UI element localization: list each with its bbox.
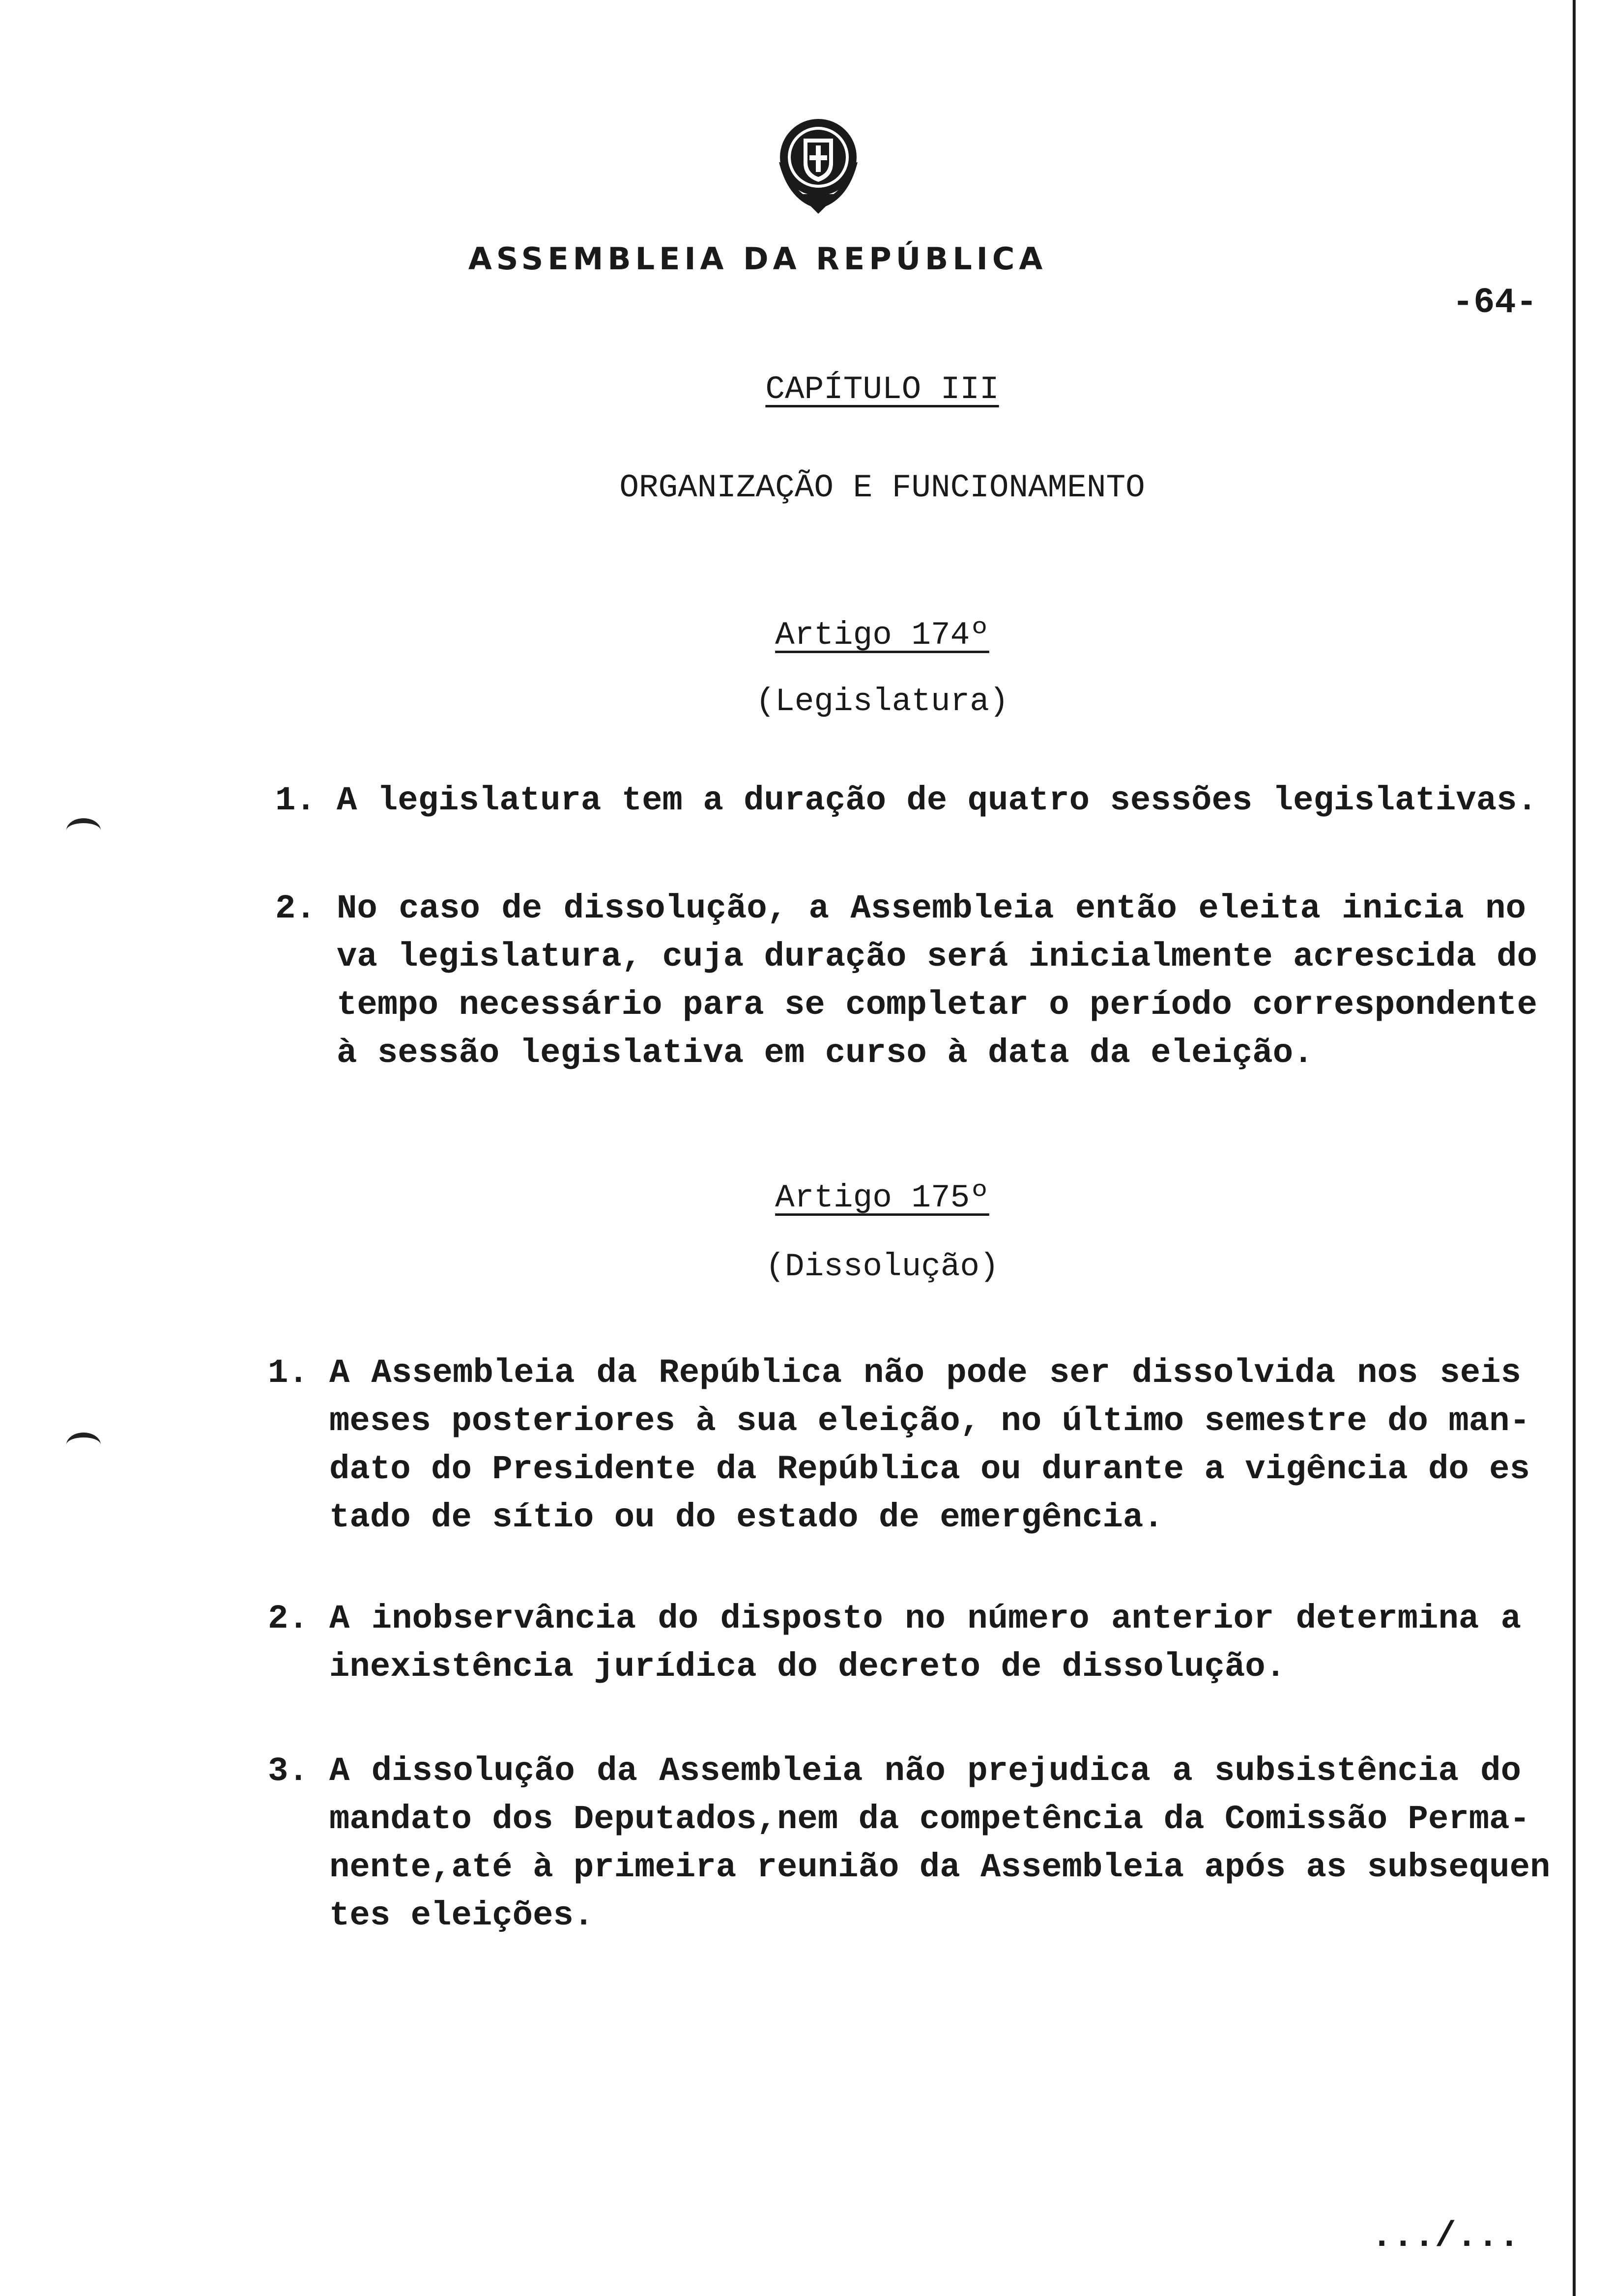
item-line: à sessão legislativa em curso à data da eleição. <box>337 1034 1314 1072</box>
article-title <box>563 617 1202 654</box>
article-caption: (Legislatura) <box>755 683 1009 720</box>
list-item <box>275 885 1537 1077</box>
item-number: 2. <box>268 1600 309 1638</box>
item-line: A dissolução da Assembleia não prejudica a subsistência do <box>329 1752 1521 1790</box>
article-caption: (Dissolução) <box>765 1248 999 1285</box>
item-line: dato do Presidente da República ou durante a vigência do es <box>329 1450 1530 1489</box>
item-line: tes eleições. <box>329 1896 594 1935</box>
page-number: -64- <box>1452 283 1537 323</box>
item-line: va legislatura, cuja duração será inicialmente acrescida do <box>337 938 1537 976</box>
chapter-title <box>563 371 1202 408</box>
item-number: 3. <box>268 1752 309 1790</box>
item-line: A inobservância do disposto no número anterior determina a <box>329 1600 1521 1638</box>
list-item <box>268 1595 1521 1691</box>
coat-of-arms-icon <box>769 108 867 216</box>
item-number: 1. <box>268 1354 309 1392</box>
item-number: 2. <box>275 890 316 928</box>
article-title-text: Artigo 174º <box>775 617 989 654</box>
list-item <box>275 776 1537 825</box>
chapter-subtitle: ORGANIZAÇÃO E FUNCIONAMENTO <box>619 469 1145 506</box>
scan-edge-line <box>1573 0 1576 2296</box>
chapter-title-text: CAPÍTULO III <box>765 371 999 408</box>
scan-mark <box>66 1433 101 1457</box>
scan-mark <box>66 818 101 843</box>
item-line: No caso de dissolução, a Assembleia então eleita inicia no <box>337 890 1526 928</box>
article-title-text: Artigo 175º <box>775 1179 989 1216</box>
item-line: A Assembleia da República não pode ser dissolvida nos seis <box>329 1354 1521 1392</box>
item-line: tempo necessário para se completar o período correspondente <box>337 986 1537 1024</box>
item-line: inexistência jurídica do decreto de dissolução. <box>329 1648 1286 1686</box>
item-line: A legislatura tem a duração de quatro sessões legislativas. <box>337 781 1537 820</box>
institution-name: ASSEMBLEIA DA REPÚBLICA <box>468 241 1047 277</box>
list-item <box>268 1747 1551 1940</box>
list-item <box>268 1349 1530 1542</box>
item-line: tado de sítio ou do estado de emergência. <box>329 1498 1164 1537</box>
continuation-marker: .../... <box>1371 2216 1520 2257</box>
item-line: meses posteriores à sua eleição, no último semestre do man- <box>329 1402 1530 1440</box>
article-title <box>563 1179 1202 1216</box>
item-number: 1. <box>275 781 316 820</box>
item-line: nente,até à primeira reunião da Assembleia após as subsequen <box>329 1848 1551 1887</box>
item-line: mandato dos Deputados,nem da competência da Comissão Perma- <box>329 1800 1530 1838</box>
